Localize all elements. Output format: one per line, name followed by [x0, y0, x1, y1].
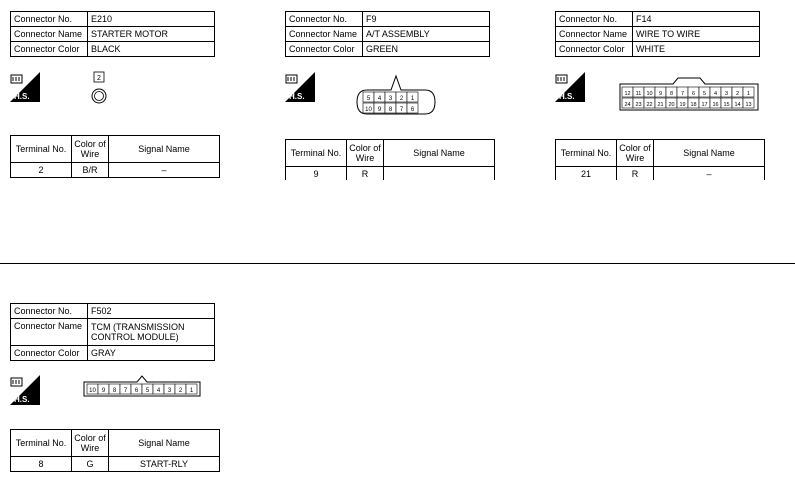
- signal-cell: START-RLY: [109, 457, 220, 472]
- header-terminal-no: Terminal No.: [11, 430, 72, 457]
- terminal-cell: 9: [286, 167, 347, 182]
- wire-color-cell: R: [347, 167, 384, 182]
- terminal-table: [555, 139, 765, 182]
- pin-label: 19: [679, 102, 686, 108]
- connector-face-e210: [88, 70, 114, 106]
- table-row: [11, 163, 220, 178]
- connector-block-f14: [555, 11, 760, 57]
- pin-label: 18: [690, 102, 697, 108]
- terminal-cell: 21: [556, 167, 617, 182]
- connector-info-table: [285, 11, 490, 57]
- pin-label: 17: [701, 102, 708, 108]
- label-connector-no: Connector No.: [556, 12, 633, 27]
- terminal-cell: 8: [11, 457, 72, 472]
- harness-side-icon: [555, 72, 585, 102]
- connector-no-value: F502: [88, 304, 215, 319]
- header-signal-name: Signal Name: [384, 140, 495, 167]
- wire-color-cell: G: [72, 457, 109, 472]
- pin-label: 9: [658, 91, 663, 97]
- pin-label: 11: [635, 91, 642, 97]
- table-row: [11, 457, 220, 472]
- svg-text:H.S.: H.S.: [14, 92, 30, 101]
- connector-name-value: A/T ASSEMBLY: [363, 27, 490, 42]
- pin-label: 10: [89, 388, 96, 394]
- pin-label: 2: [735, 91, 740, 97]
- header-color-of-wire: Color of Wire: [72, 430, 109, 457]
- connector-color-value: GREEN: [363, 42, 490, 57]
- pin-label: 7: [680, 91, 685, 97]
- pin-label: 5: [145, 388, 150, 394]
- pin-label: 3: [167, 388, 172, 394]
- header-terminal-no: Terminal No.: [11, 136, 72, 163]
- svg-text:H.S.: H.S.: [14, 395, 30, 404]
- header-signal-name: Signal Name: [654, 140, 765, 167]
- wire-color-cell: R: [617, 167, 654, 182]
- label-connector-no: Connector No.: [11, 304, 88, 319]
- pin-label: 5: [366, 96, 371, 102]
- pin-label: 14: [734, 102, 741, 108]
- connector-color-value: WHITE: [633, 42, 760, 57]
- label-connector-color: Connector Color: [11, 42, 88, 57]
- harness-side-icon: [10, 375, 40, 405]
- pin-label: 24: [624, 102, 631, 108]
- pin-label: 4: [377, 96, 382, 102]
- pin-label: 1: [746, 91, 751, 97]
- label-connector-no: Connector No.: [286, 12, 363, 27]
- terminal-cell: 2: [11, 163, 72, 178]
- connector-face-f9: [355, 72, 437, 122]
- pin-label: 7: [123, 388, 128, 394]
- pin-label: 10: [365, 107, 372, 113]
- pin-label: 8: [388, 107, 393, 113]
- terminal-table-f14-wrap: [555, 139, 765, 182]
- header-color-of-wire: Color of Wire: [72, 136, 109, 163]
- terminal-table: [10, 135, 220, 178]
- terminal-table-e210-wrap: [10, 135, 220, 178]
- header-signal-name: Signal Name: [109, 136, 220, 163]
- pin-label: 4: [713, 91, 718, 97]
- label-connector-no: Connector No.: [11, 12, 88, 27]
- connector-name-value: WIRE TO WIRE: [633, 27, 760, 42]
- connector-no-value: F14: [633, 12, 760, 27]
- label-connector-name: Connector Name: [286, 27, 363, 42]
- terminal-table-f502-wrap: [10, 429, 220, 472]
- connector-face-f14: [618, 74, 760, 112]
- connector-name-value: TCM (TRANSMISSION CONTROL MODULE): [88, 319, 215, 346]
- harness-side-icon: [285, 72, 315, 102]
- label-connector-name: Connector Name: [11, 319, 88, 346]
- header-signal-name: Signal Name: [109, 430, 220, 457]
- svg-text:H.S.: H.S.: [289, 92, 305, 101]
- label-connector-color: Connector Color: [286, 42, 363, 57]
- pin-label: 1: [189, 388, 194, 394]
- connector-color-value: GRAY: [88, 346, 215, 361]
- pin-label: 16: [712, 102, 719, 108]
- pin-label: 8: [112, 388, 117, 394]
- pin-label: 3: [724, 91, 729, 97]
- connector-block-f9: [285, 11, 490, 57]
- header-terminal-no: Terminal No.: [556, 140, 617, 167]
- pin-label: 3: [388, 96, 393, 102]
- connector-no-value: F9: [363, 12, 490, 27]
- pin-label: 6: [134, 388, 139, 394]
- pin-label: 4: [156, 388, 161, 394]
- pin-label: 9: [101, 388, 106, 394]
- connector-block-e210: [10, 11, 215, 57]
- label-connector-color: Connector Color: [556, 42, 633, 57]
- connector-name-value: STARTER MOTOR: [88, 27, 215, 42]
- wire-color-cell: B/R: [72, 163, 109, 178]
- connector-face-f502: [82, 374, 202, 398]
- pin-label: 13: [745, 102, 752, 108]
- pin-label: 2: [178, 388, 183, 394]
- connector-info-table: [555, 11, 760, 57]
- pin-label: 15: [723, 102, 730, 108]
- harness-side-icon: [10, 72, 40, 102]
- header-terminal-no: Terminal No.: [286, 140, 347, 167]
- header-color-of-wire: Color of Wire: [347, 140, 384, 167]
- signal-cell: –: [654, 167, 765, 182]
- svg-text:H.S.: H.S.: [559, 92, 575, 101]
- svg-text:2: 2: [97, 75, 101, 82]
- terminal-table-f9-wrap: [285, 139, 495, 182]
- pin-label: 6: [410, 107, 415, 113]
- pin-label: 2: [399, 96, 404, 102]
- label-connector-name: Connector Name: [11, 27, 88, 42]
- pin-label: 10: [646, 91, 653, 97]
- connector-color-value: BLACK: [88, 42, 215, 57]
- pin-label: 23: [635, 102, 642, 108]
- terminal-table: [285, 139, 495, 182]
- pin-label: 21: [657, 102, 664, 108]
- pin-label: 5: [702, 91, 707, 97]
- section-divider: [0, 263, 795, 264]
- pin-label: 9: [377, 107, 382, 113]
- pin-label: 1: [410, 96, 415, 102]
- connector-no-value: E210: [88, 12, 215, 27]
- header-color-of-wire: Color of Wire: [617, 140, 654, 167]
- pin-label: 6: [691, 91, 696, 97]
- pin-label: 12: [624, 91, 631, 97]
- pin-label: 20: [668, 102, 675, 108]
- connector-info-table: [10, 303, 215, 361]
- terminal-table: [10, 429, 220, 472]
- connector-block-f502: [10, 303, 215, 361]
- label-connector-color: Connector Color: [11, 346, 88, 361]
- label-connector-name: Connector Name: [556, 27, 633, 42]
- pin-label: 8: [669, 91, 674, 97]
- connector-info-table: [10, 11, 215, 57]
- signal-cell: –: [109, 163, 220, 178]
- pin-label: 22: [646, 102, 653, 108]
- pin-label: 7: [399, 107, 404, 113]
